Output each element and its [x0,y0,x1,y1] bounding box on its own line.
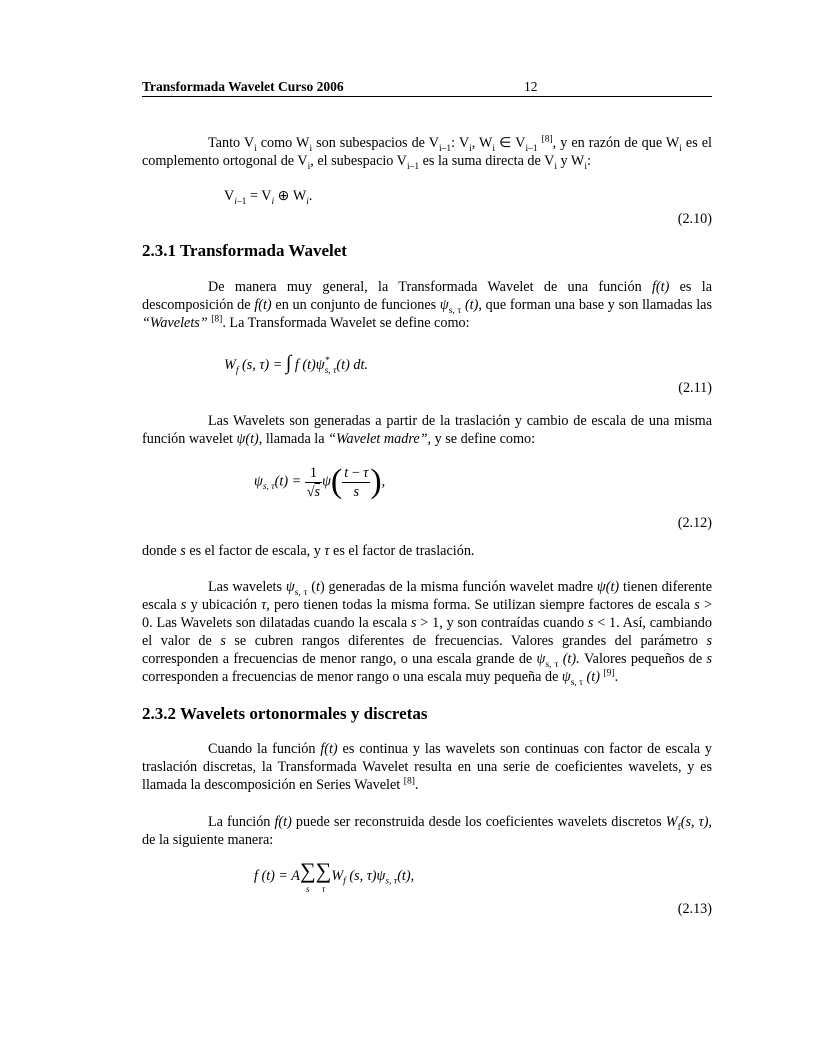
text-segment: Valores pequeños de [579,651,707,667]
text-segment: ψ [285,579,295,595]
text-segment: t [315,579,320,595]
text-segment: > 0. Las Wavelets son dilatadas cuando la escala [142,597,712,631]
equation-number: (2.12) [677,515,712,531]
section-heading: 2.3.2 Wavelets ortonormales y discretas [142,704,428,723]
text-segment: f [677,822,681,833]
text-segment: ) generadas de la misma función wavelet madre [319,579,597,595]
text-segment: s [410,615,417,631]
paragraph [142,134,712,170]
text-segment: i–1 [406,161,420,172]
text-segment: s [694,597,700,613]
text-segment: es la suma directa de V [419,153,555,169]
text-segment: s, τ [448,305,462,316]
page-number: 12 [524,79,538,94]
text-segment: es continua y las wavelets son continuas con factor de escala y traslación discretas, la Transformada Wavelet resulta en una serie de coeficientes wavelets, y es llamada la descomposición en Series Wavelet [142,741,712,793]
text-segment: tienen diferente escala [142,579,712,613]
text-segment: La función [208,814,275,830]
text-segment: s [180,543,186,559]
paragraph [142,578,712,686]
paragraph [142,542,712,560]
text-segment: Cuando la función [208,741,321,757]
paragraph [142,813,712,849]
text-segment: . La Transformada Wavelet se define como: [222,315,470,331]
text-segment: i [309,143,313,154]
text-segment: ψ [439,297,449,313]
text-segment: W [665,814,678,830]
text-segment: “Wavelet madre”, [328,431,432,447]
page-header [142,79,712,97]
text-segment: s, τ [570,677,583,688]
text-segment: ψ(t), [236,431,263,447]
text-segment: es el factor de escala, y [185,543,325,559]
text-segment: i [254,143,257,154]
text-segment: de la siguiente manera: [142,832,274,848]
text-segment: que forman una base y son llamadas las [481,297,712,313]
text-segment: s [587,615,594,631]
text-segment: : V [451,135,470,151]
text-segment: corresponden a frecuencias de menor rango o una escala muy pequeña de [142,669,562,685]
text-segment: Tanto V [208,135,255,151]
text-segment: i [307,161,311,172]
text-segment: . [614,669,619,685]
text-segment: [8] [211,314,223,325]
text-segment: De manera muy general, la Transformada Wavelet de una función [208,279,652,295]
equation-number: (2.10) [677,211,712,227]
text-segment: “Wavelets” [142,315,208,331]
text-segment: s, τ [545,659,559,670]
text-segment: : [586,153,591,169]
text-segment: (t) [583,669,600,685]
section-heading: 2.3.1 Transformada Wavelet [142,241,347,260]
text-segment: (t). [558,651,580,667]
text-segment: ψ [536,651,546,667]
equation-number: (2.11) [678,380,712,396]
text-segment: pero tienen todas la misma forma. Se utilizan siempre factores de escala [269,597,695,613]
text-segment: i–1 [525,143,538,154]
text-segment: f(t) [254,297,272,313]
text-segment: i [492,143,496,154]
text-segment: ψ [561,669,571,685]
text-segment: i [554,161,557,172]
text-segment: [9] [603,668,615,679]
text-segment: son subespacios de V [312,135,439,151]
text-segment: es el complemento ortogonal de V [142,135,712,169]
text-segment: i [469,143,472,154]
text-segment: (t), [461,297,482,313]
text-segment: y W [556,153,585,169]
text-segment: i [679,143,682,154]
text-segment: se cubren rangos diferentes de frecuencias. Valores grandes del parámetro [225,633,707,649]
text-segment: f(t) [274,814,292,830]
text-segment: s [180,597,187,613]
text-segment: Las wavelets [208,579,286,595]
equation-number: (2.13) [677,901,712,917]
text-segment: y se define como: [431,431,536,447]
text-segment: puede ser reconstruida desde los coeficientes wavelets discretos [291,814,666,830]
header-title: Transformada Wavelet Curso 2006 [142,79,344,94]
paragraph [142,278,712,332]
text-segment: ( [307,579,316,595]
text-segment: llamada la [262,431,329,447]
text-segment: [8] [541,134,553,145]
text-segment: en un conjunto de funciones [271,297,440,313]
page-body [142,134,712,920]
equation-2-10: $V_{i-1} = V_i$ ⊕ $W_i$. (2.10) [224,188,712,227]
text-segment: s [220,633,226,649]
text-segment: , y en razón de que W [552,135,680,151]
text-segment: s [706,633,712,649]
text-segment: donde [142,543,181,559]
text-segment: , W [471,135,493,151]
paragraph [142,740,712,794]
text-segment: corresponden a frecuencias de menor rango, o una escala grande de [142,651,537,667]
text-segment: > 1, y son contraídas cuando [416,615,588,631]
text-segment: . [414,777,419,793]
text-segment: f(t) [320,741,338,757]
text-segment: , el subespacio V [310,153,407,169]
equation-2-13: f (t) = A ∑ s ∑ τ $W_f$ (s, $\tau)\psi_{s, \tau}(t)$, (2.13) [254,858,712,917]
text-segment: es el factor de traslación. [329,543,475,559]
text-segment: s [706,651,712,667]
text-segment: ∈ V [495,135,526,151]
text-segment: < 1. Así, cambiando el valor de [142,615,712,649]
text-segment: y ubicación [186,597,262,613]
text-segment: s, τ [294,587,308,598]
text-segment: es la descomposición de [142,279,712,313]
text-segment: τ, [261,597,270,613]
text-segment: Las Wavelets son generadas a partir de la traslación y cambio de escala de una misma función wavelet [142,413,712,447]
text-segment: ψ(t) [596,579,620,595]
equation-2-11: $W_f$ (s, τ) = ∫ f (t)ψ * s, τ (t) dt. (2.11) [224,352,712,396]
text-segment: (s, τ), [680,814,712,830]
text-segment: como W [256,135,310,151]
equation-2-12: $\psi_{s, \tau}(t)$ = $\frac{1}{√s}$ ψ( $\frac{t - \tau}{s}$ ), (2.12) [254,463,712,531]
paragraph [142,412,712,448]
text-segment: i–1 [438,143,452,154]
text-segment: [8] [403,776,415,787]
text-segment: f(t) [651,279,670,295]
text-segment: i [584,161,587,172]
text-segment: τ [324,543,330,559]
